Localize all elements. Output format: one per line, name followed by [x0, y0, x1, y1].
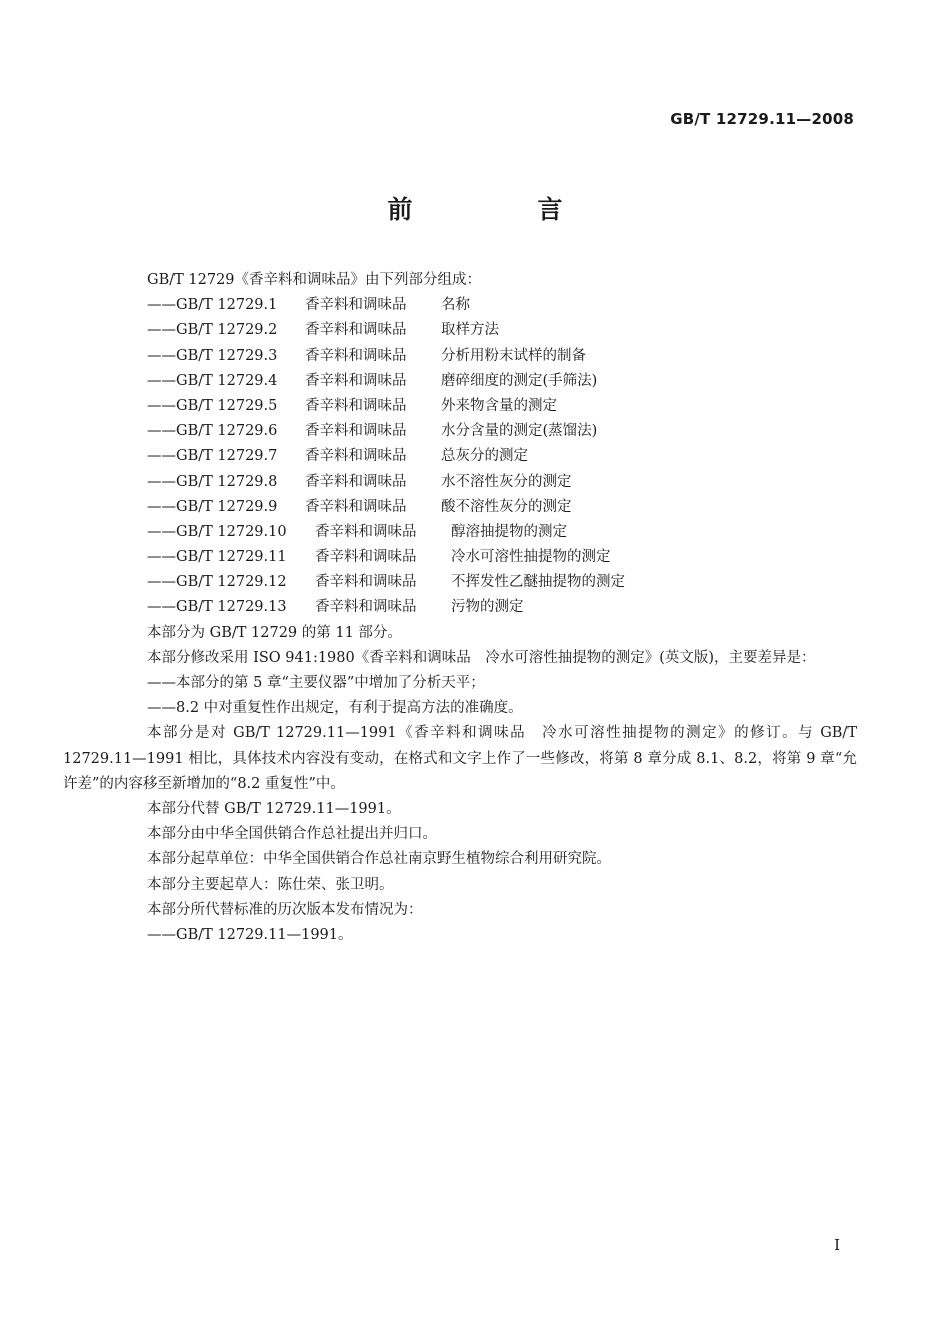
part-code: ——GB/T 12729.3 [147, 347, 278, 364]
part-list-item [147, 344, 857, 369]
part-list-item [147, 394, 857, 419]
part-category: 香辛料和调味品 [305, 397, 407, 414]
part-list-item [147, 545, 857, 570]
part-code: ——GB/T 12729.2 [147, 322, 278, 339]
part-list-item [147, 470, 857, 495]
part-category: 香辛料和调味品 [305, 473, 407, 490]
part-name: 不挥发性乙醚抽提物的测定 [451, 574, 625, 591]
page-number: I [834, 1236, 840, 1254]
part-code: ——GB/T 12729.11 [147, 549, 287, 566]
part-name: 污物的测定 [451, 599, 524, 616]
part-category: 香辛料和调味品 [305, 423, 407, 440]
part-code: ——GB/T 12729.1 [147, 297, 278, 314]
part-code: ——GB/T 12729.5 [147, 397, 278, 414]
part-name: 酸不溶性灰分的测定 [441, 498, 572, 515]
part-code: ——GB/T 12729.13 [147, 599, 287, 616]
part-list-item [147, 369, 857, 394]
part-name: 外来物含量的测定 [441, 397, 557, 414]
part-code: ——GB/T 12729.9 [147, 498, 278, 515]
paragraph-proposer: 本部分由中华全国供销合作总社提出并归口。 [147, 826, 437, 843]
part-code: ——GB/T 12729.7 [147, 448, 278, 465]
paragraph-history: 本部分所代替标准的历次版本发布情况为： [147, 901, 423, 918]
part-category: 香辛料和调味品 [305, 322, 407, 339]
part-name: 取样方法 [441, 322, 499, 339]
part-list-item [147, 520, 857, 545]
part-list-item [147, 318, 857, 343]
part-name: 总灰分的测定 [441, 448, 528, 465]
paragraph-adoption: 本部分修改采用 ISO 941:1980《香辛料和调味品 冷水可溶性抽提物的测定》(英文版)，主要差异是： [147, 649, 816, 666]
part-list-item [147, 495, 857, 520]
part-name: 水分含量的测定(蒸馏法) [441, 423, 598, 440]
part-list-item [147, 595, 857, 620]
part-category: 香辛料和调味品 [315, 574, 417, 591]
part-list-item [147, 570, 857, 595]
part-list-item [147, 419, 857, 444]
part-list-item [147, 444, 857, 469]
part-category: 香辛料和调味品 [315, 549, 417, 566]
part-category: 香辛料和调味品 [305, 498, 407, 515]
foreword-body [63, 268, 857, 948]
paragraph-drafters: 本部分主要起草人：陈仕荣、张卫明。 [147, 876, 394, 893]
part-name: 冷水可溶性抽提物的测定 [451, 549, 611, 566]
standard-code: GB/T 12729.11—2008 [670, 110, 854, 128]
paragraph-drafting-unit: 本部分起草单位：中华全国供销合作总社南京野生植物综合利用研究院。 [147, 851, 611, 868]
difference-item: ——本部分的第 5 章“主要仪器”中增加了分析天平； [147, 675, 485, 692]
history-item: ——GB/T 12729.11—1991。 [147, 926, 353, 943]
part-name: 水不溶性灰分的测定 [441, 473, 572, 490]
part-category: 香辛料和调味品 [305, 347, 407, 364]
paragraph-revision: 本部分是对 GB/T 12729.11—1991《香辛料和调味品 冷水可溶性抽提物的测定》的修订。与 GB/T 12729.11—1991 相比，具体技术内容没有变动，在格式和文字上作了一些修改，将第 8 章分成 8.1、8.2，将第 9 章“允许差”的内容移至新增加的“8.2 重复性”中。 [63, 725, 857, 792]
paragraph-part-number: 本部分为 GB/T 12729 的第 11 部分。 [147, 624, 402, 641]
page-title: 前 言 [387, 195, 613, 224]
intro-line: GB/T 12729《香辛料和调味品》由下列部分组成： [147, 272, 482, 288]
part-code: ——GB/T 12729.6 [147, 423, 278, 440]
part-name: 醇溶抽提物的测定 [451, 523, 567, 540]
part-category: 香辛料和调味品 [305, 372, 407, 389]
part-list-item [147, 293, 857, 318]
paragraph-replaces: 本部分代替 GB/T 12729.11—1991。 [147, 801, 401, 817]
part-name: 磨碎细度的测定(手筛法) [441, 372, 598, 389]
part-code: ——GB/T 12729.12 [147, 574, 287, 591]
part-code: ——GB/T 12729.8 [147, 473, 278, 490]
part-name: 分析用粉末试样的制备 [441, 347, 586, 364]
part-category: 香辛料和调味品 [305, 448, 407, 465]
part-name: 名称 [441, 297, 470, 314]
part-category: 香辛料和调味品 [315, 523, 417, 540]
part-code: ——GB/T 12729.4 [147, 372, 278, 389]
difference-item: ——8.2 中对重复性作出规定，有利于提高方法的准确度。 [147, 700, 523, 717]
part-code: ——GB/T 12729.10 [147, 523, 287, 540]
part-category: 香辛料和调味品 [305, 297, 407, 314]
part-category: 香辛料和调味品 [315, 599, 417, 616]
